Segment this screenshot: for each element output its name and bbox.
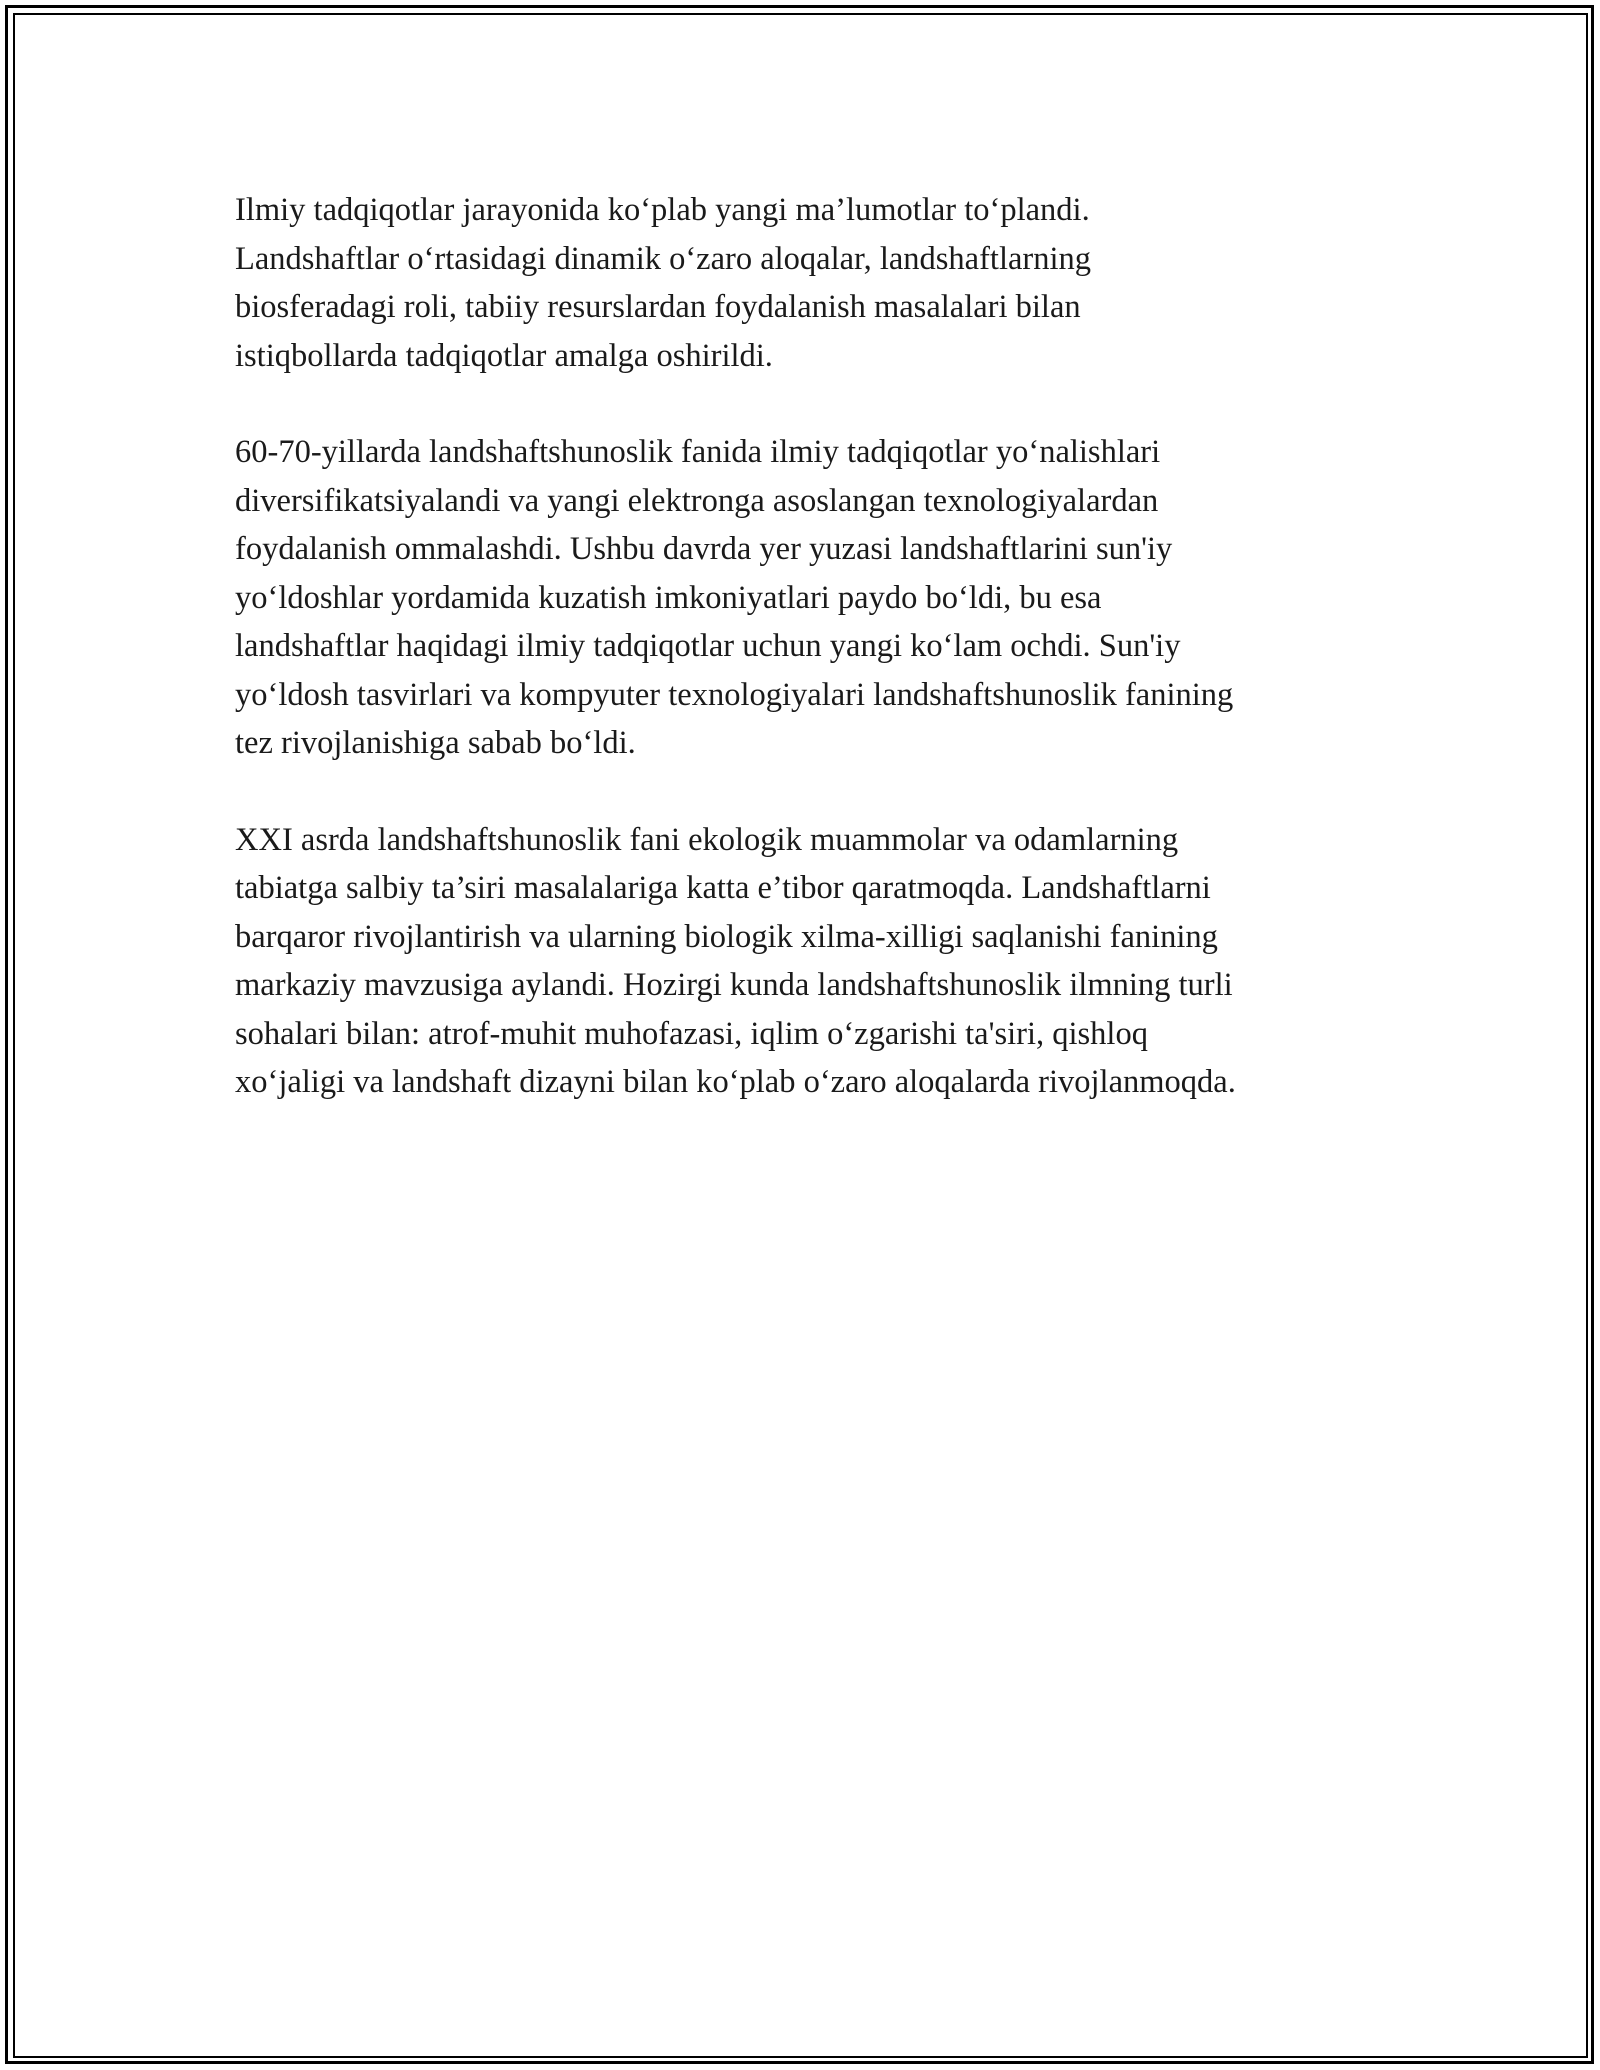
paragraph-2 [235, 428, 1395, 768]
text-line: yo‘ldoshlar yordamida kuzatish imkoniyatlari paydo bo‘ldi, bu esa [235, 579, 1102, 616]
text-line: XXI asrda landshaftshunoslik fani ekologik muammolar va odamlarning [235, 821, 1179, 858]
text-line: sohalari bilan: atrof-muhit muhofazasi, iqlim o‘zgarishi ta'siri, qishloq [235, 1015, 1148, 1052]
text-line: istiqbollarda tadqiqotlar amalga oshirildi. [235, 337, 773, 374]
text-line: tabiatga salbiy ta’siri masalalariga katta e’tibor qaratmoqda. Landshaftlarni [235, 870, 1211, 906]
text-line: 60-70-yillarda landshaftshunoslik fanida ilmiy tadqiqotlar yo‘nalishlari [235, 434, 1161, 470]
text-line: markaziy mavzusiga aylandi. Hozirgi kunda landshaftshunoslik ilmning turli [235, 967, 1233, 1003]
text-line: diversifikatsiyalandi va yangi elektronga asoslangan texnologiyalardan [235, 482, 1159, 519]
text-line: yo‘ldosh tasvirlari va kompyuter texnologiyalari landshaftshunoslik fanining [235, 676, 1234, 713]
text-line: Ilmiy tadqiqotlar jarayonida ko‘plab yangi ma’lumotlar to‘plandi. [235, 192, 1090, 228]
text-line: landshaftlar haqidagi ilmiy tadqiqotlar uchun yangi ko‘lam ochdi. Sun'iy [235, 628, 1181, 664]
document-body [235, 186, 1395, 1155]
paragraph-1 [235, 186, 1395, 380]
text-line: tez rivojlanishiga sabab bo‘ldi. [235, 725, 636, 761]
text-line: biosferadagi roli, tabiiy resurslardan foydalanish masalalari bilan [235, 289, 1081, 325]
text-line: Landshaftlar o‘rtasidagi dinamik o‘zaro aloqalar, landshaftlarning [235, 240, 1092, 277]
paragraph-3 [235, 816, 1395, 1107]
text-line: barqaror rivojlantirish va ularning biologik xilma-xilligi saqlanishi fanining [235, 918, 1218, 955]
text-line: foydalanish ommalashdi. Ushbu davrda yer yuzasi landshaftlarini sun'iy [235, 531, 1173, 567]
text-line: xo‘jaligi va landshaft dizayni bilan ko‘plab o‘zaro aloqalarda rivojlanmoqda. [235, 1064, 1236, 1100]
